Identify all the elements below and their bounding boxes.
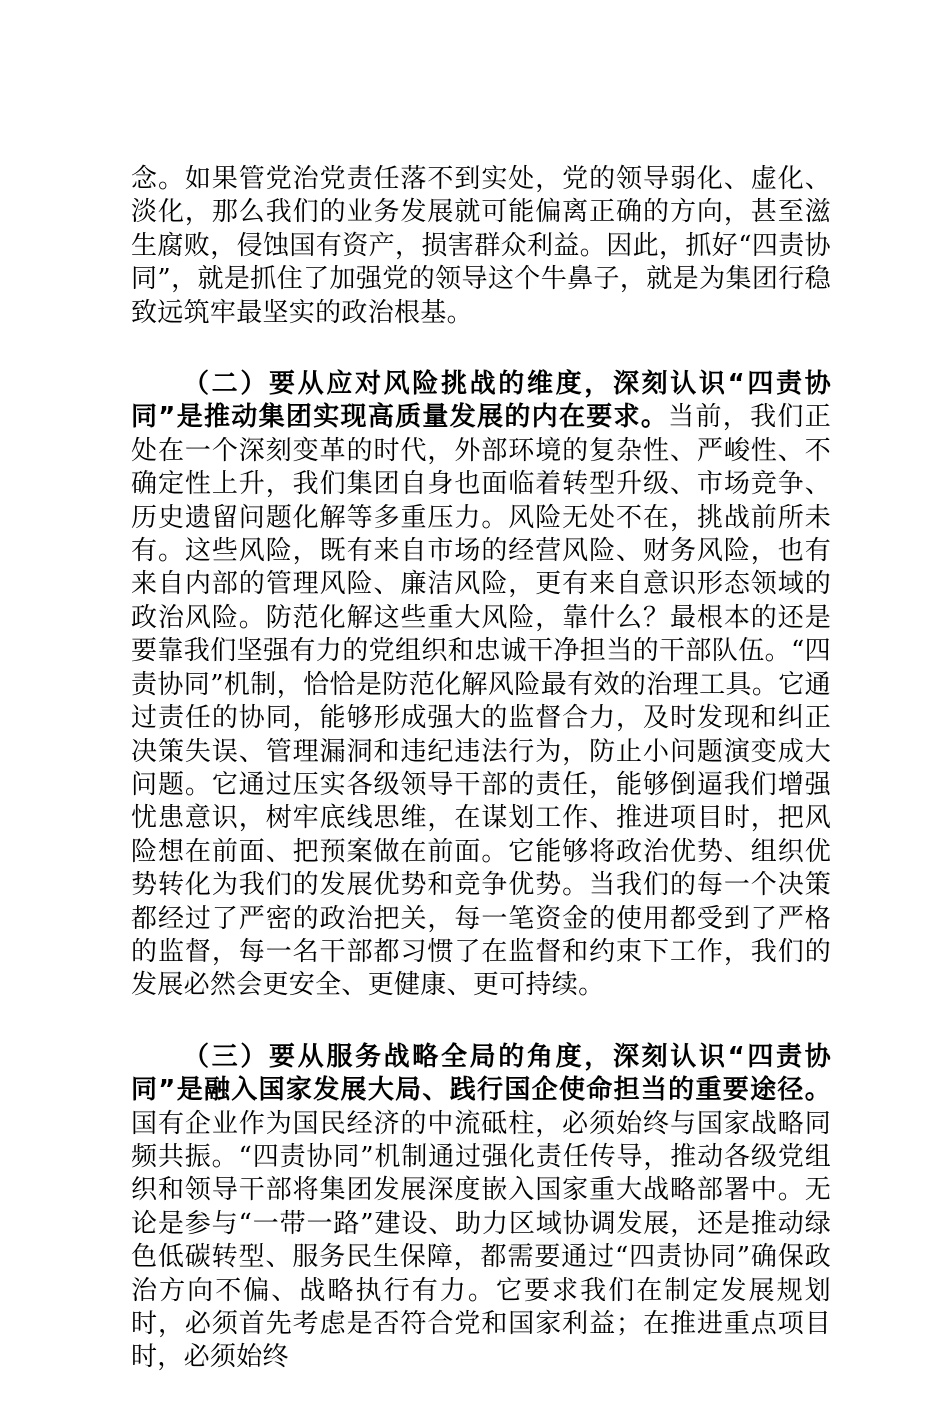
paragraph-continuation	[131, 163, 831, 330]
document-page	[131, 163, 831, 1413]
paragraph-body: 当前，我们正处在一个深刻变革的时代，外部环境的复杂性、严峻性、不确定性上升，我们集团自身也面临着转型升级、市场竞争、历史遗留问题化解等多重压力。风险无处不在，挑战前所未有。这些风险，既有来自市场的经营风险、财务风险，也有来自内部的管理风险、廉洁风险，更有来自意识形态领域的政治风险。防范化解这些重大风险，靠什么？最根本的还是要靠我们坚强有力的党组织和忠诚干净担当的干部队伍。“四责协同”机制，恰恰是防范化解风险最有效的治理工具。它通过责任的协同，能够形成强大的监督合力，及时发现和纠正决策失误、管理漏洞和违纪违法行为，防止小问题演变成大问题。它通过压实各级领导干部的责任，能够倒逼我们增强忧患意识，树牢底线思维，在谋划工作、推进项目时，把风险想在前面、把预案做在前面。它能够将政治优势、组织优势转化为我们的发展优势和竞争优势。当我们的每一个决策都经过了严密的政治把关，每一笔资金的使用都受到了严格的监督，每一名干部都习惯了在监督和约束下工作，我们的发展必然会更安全、更健康、更可持续。	[131, 402, 831, 1001]
paragraph-section-two	[131, 368, 831, 1003]
paragraph-body: 国有企业作为国民经济的中流砥柱，必须始终与国家战略同频共振。“四责协同”机制通过强化责任传导，推动各级党组织和领导干部将集团发展深度嵌入国家重大战略部署中。无论是参与“一带一路”建设、助力区域协调发展，还是推动绿色低碳转型、服务民生保障，都需要通过“四责协同”确保政治方向不偏、战略执行有力。它要求我们在制定发展规划时，必须首先考虑是否符合党和国家利益；在推进重点项目时，必须始终	[131, 1108, 831, 1373]
paragraph-body: 念。如果管党治党责任落不到实处，党的领导弱化、虚化、淡化，那么我们的业务发展就可能偏离正确的方向，甚至滋生腐败，侵蚀国有资产，损害群众利益。因此，抓好“四责协同”，就是抓住了加强党的领导这个牛鼻子，就是为集团行稳致远筑牢最坚实的政治根基。	[131, 164, 831, 328]
section-heading: （二）要从应对风险挑战的维度，深刻认识“四责协同”是推动集团实现高质量发展的内在要求。	[131, 369, 831, 433]
section-heading: （三）要从服务战略全局的角度，深刻认识“四责协同”是融入国家发展大局、践行国企使命担当的重要途径。	[131, 1041, 831, 1106]
paragraph-section-three	[131, 1041, 831, 1375]
